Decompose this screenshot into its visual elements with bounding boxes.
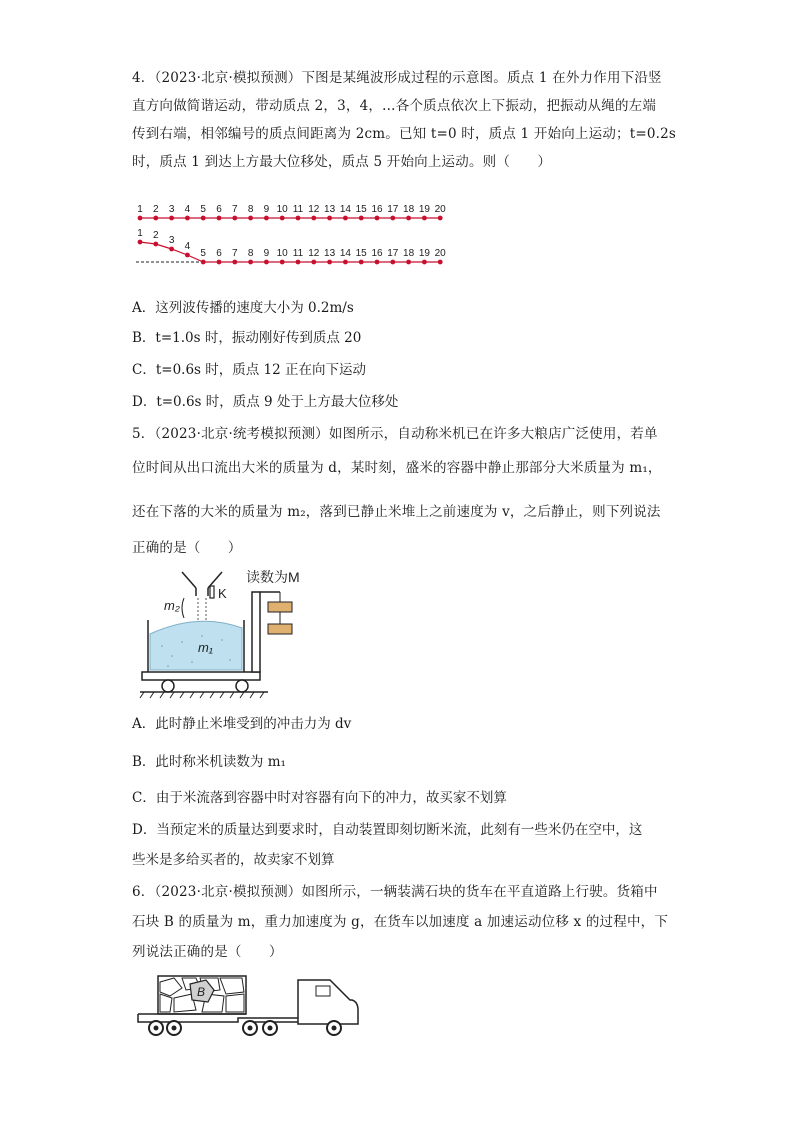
rope-point-t02	[153, 242, 158, 247]
rope-point-t02	[264, 260, 269, 265]
q5-text-line-2: 位时间从出口流出大米的质量为 d，某时刻，盛米的容器中静止那部分大米质量为 m₁，	[132, 460, 662, 476]
rope-point-t0	[217, 216, 222, 221]
rope-point-label-t02: 6	[216, 248, 222, 259]
rice-pile	[150, 621, 242, 670]
rope-point-t02	[406, 260, 411, 265]
rope-point-label-t0: 8	[247, 204, 254, 215]
valve-k	[210, 586, 214, 598]
rope-point-t0	[343, 216, 348, 221]
rice-scale-figure	[138, 562, 338, 702]
scale-platform	[142, 672, 260, 680]
q5-text-line-4: 正确的是（ ）	[132, 540, 242, 556]
rope-point-label-t0: 4	[184, 204, 191, 215]
rope-point-t0	[438, 216, 443, 221]
q6-text-line-1: 6．（2023·北京·模拟预测）如图所示，一辆装满石块的货车在平直道路上行驶。货箱中	[132, 884, 658, 900]
rope-point-label-t0: 20	[434, 204, 446, 215]
rope-point-t02	[343, 260, 348, 265]
rope-point-label-t02: 12	[308, 248, 320, 259]
rope-point-label-t02: 14	[339, 248, 351, 259]
q5-option-c: C．由于米流落到容器中时对容器有向下的冲力，故买家不划算	[132, 790, 507, 806]
q4-option-d: D．t=0.6s 时，质点 9 处于上方最大位移处	[132, 394, 399, 410]
rope-point-label-t0: 19	[418, 204, 430, 215]
rope-point-label-t0: 10	[276, 204, 288, 215]
rope-point-t02	[248, 260, 253, 265]
valve-k-label: K	[218, 586, 227, 601]
q4-text-line-4: 时，质点 1 到达上方最大位移处，质点 5 开始向上运动。则（ ）	[132, 154, 552, 170]
q4-text-line-2: 直方向做简谐运动，带动质点 2，3，4，…各个质点依次上下振动，把振动从绳的左端	[132, 98, 657, 114]
rope-point-label-t0: 2	[153, 204, 159, 215]
q5-text-line-1: 5．（2023·北京·统考模拟预测）如图所示，自动称米机已在许多大粮店广泛使用，若单	[132, 426, 658, 442]
rope-point-t0	[138, 216, 143, 221]
rope-point-t02	[138, 240, 143, 245]
scale-weight-lower	[268, 624, 292, 634]
rope-point-label-t02: 8	[247, 248, 254, 259]
rope-point-t02	[311, 260, 316, 265]
rope-point-label-t02: 9	[263, 248, 270, 259]
rope-point-t0	[185, 216, 190, 221]
rope-point-t0	[327, 216, 332, 221]
rope-point-t02	[375, 260, 380, 265]
rope-point-label-t02: 3	[168, 235, 175, 246]
rope-point-label-t02: 5	[200, 248, 206, 259]
q4-option-a: A．这列波传播的速度大小为 0.2m/s	[132, 300, 354, 316]
q5-option-a: A．此时静止米堆受到的冲击力为 dv	[132, 716, 352, 732]
cab-window	[316, 986, 330, 996]
rope-point-t02	[296, 260, 301, 265]
rope-point-t0	[422, 216, 427, 221]
q6-text-line-2: 石块 B 的质量为 m，重力加速度为 g，在货车以加速度 a 加速运动位移 x 的过程中，下	[132, 914, 669, 930]
rope-point-label-t02: 1	[137, 228, 143, 239]
q4-text-line-3: 传到右端，相邻编号的质点间距离为 2cm。已知 t=0 时，质点 1 开始向上运动；t=0.2s	[132, 126, 677, 142]
rope-point-t0	[359, 216, 364, 221]
rope-point-t02	[185, 253, 190, 258]
rope-point-t02	[201, 260, 206, 265]
m2-label: m₂	[164, 598, 180, 613]
rope-point-t02	[438, 260, 443, 265]
rope-point-label-t02: 13	[324, 248, 336, 259]
wheel-left	[162, 680, 174, 692]
wheel-right	[236, 680, 248, 692]
rope-point-label-t02: 16	[371, 248, 383, 259]
q4-text-line-1: 4．（2023·北京·模拟预测）下图是某绳波形成过程的示意图。质点 1 在外力作用下沿竖	[132, 70, 662, 86]
rope-point-t0	[232, 216, 237, 221]
rope-point-label-t0: 15	[355, 204, 367, 215]
rope-point-t0	[311, 216, 316, 221]
rope-point-t0	[153, 216, 158, 221]
rope-point-t0	[264, 216, 269, 221]
rope-point-label-t0: 1	[137, 204, 143, 215]
q5-option-d-line-1: D．当预定米的质量达到要求时，自动装置即刻切断米流，此刻有一些米仍在空中，这	[132, 822, 643, 838]
q5-option-b: B．此时称米机读数为 m₁	[132, 754, 286, 770]
rope-point-label-t0: 12	[308, 204, 320, 215]
rope-point-label-t02: 15	[355, 248, 367, 259]
rope-point-t0	[280, 216, 285, 221]
rope-point-t0	[296, 216, 301, 221]
rope-point-label-t02: 20	[434, 248, 446, 259]
rope-point-label-t02: 17	[387, 248, 399, 259]
rope-point-t02	[359, 260, 364, 265]
rope-point-label-t0: 18	[403, 204, 415, 215]
rope-point-label-t0: 17	[387, 204, 399, 215]
stone-b-label: B	[197, 985, 206, 999]
rope-point-label-t02: 7	[232, 248, 238, 259]
scale-reading-label: 读数为M	[246, 569, 300, 585]
truck-figure	[134, 970, 364, 1040]
rope-point-t02	[169, 247, 174, 252]
rope-point-t0	[406, 216, 411, 221]
rope-point-t0	[248, 216, 253, 221]
scale-weight-upper	[268, 602, 292, 612]
q5-option-d-line-2: 些米是多给买者的，故卖家不划算	[132, 852, 335, 868]
q5-text-line-3: 还在下落的大米的质量为 m₂，落到已静止米堆上之前速度为 v，之后静止，则下列说法	[132, 504, 661, 520]
q4-option-c: C．t=0.6s 时，质点 12 正在向下运动	[132, 362, 367, 378]
q6-text-line-3: 列说法正确的是（ ）	[132, 944, 283, 960]
rope-point-label-t02: 10	[276, 248, 288, 259]
rope-point-t0	[390, 216, 395, 221]
q4-option-b: B．t=1.0s 时，振动刚好传到质点 20	[132, 330, 362, 346]
rope-point-label-t02: 11	[292, 248, 304, 259]
rope-point-label-t02: 19	[418, 248, 430, 259]
rope-point-label-t0: 16	[371, 204, 383, 215]
rope-point-label-t0: 6	[216, 204, 222, 215]
rope-point-label-t0: 7	[232, 204, 238, 215]
rope-point-t0	[201, 216, 206, 221]
rope-point-label-t0: 11	[292, 204, 304, 215]
rope-point-t02	[280, 260, 285, 265]
rope-point-label-t02: 2	[153, 230, 159, 241]
rope-point-t02	[217, 260, 222, 265]
rope-point-label-t0: 13	[324, 204, 336, 215]
rope-point-t02	[327, 260, 332, 265]
rope-point-label-t0: 14	[339, 204, 351, 215]
rope-wave-figure	[128, 196, 458, 276]
rope-point-t02	[232, 260, 237, 265]
rope-point-t0	[375, 216, 380, 221]
rope-point-label-t0: 9	[263, 204, 270, 215]
rope-point-label-t0: 3	[168, 204, 175, 215]
rope-point-t0	[169, 216, 174, 221]
rope-point-label-t0: 5	[200, 204, 206, 215]
rope-point-t02	[422, 260, 427, 265]
rope-point-label-t02: 4	[184, 241, 191, 252]
m1-label: m₁	[198, 640, 213, 655]
rope-point-label-t02: 18	[403, 248, 415, 259]
rope-point-t02	[390, 260, 395, 265]
